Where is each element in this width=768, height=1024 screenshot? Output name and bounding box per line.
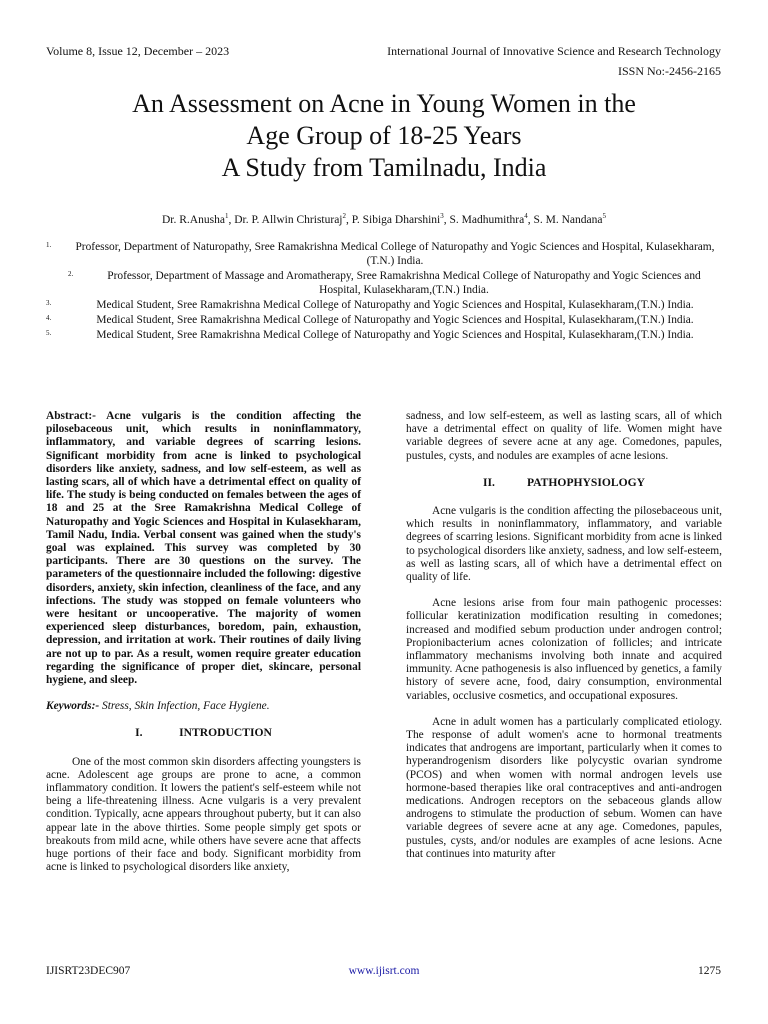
keywords-line bbox=[46, 700, 361, 713]
section-title: INTRODUCTION bbox=[179, 726, 272, 740]
affiliation-text: Professor, Department of Massage and Aromatherapy, Sree Ramakrishna Medical College of Naturopathy and Yogic Sciences and Hospital, Kulasekharam,(T.N.) India. bbox=[107, 270, 701, 296]
introduction-paragraph: One of the most common skin disorders affecting youngsters is acne. Adolescent age groups are prone to acne, a common inflammatory condition. It lowers the patient's self-esteem while not being a life-threatening illness. Acne vulgaris is a very prevalent condition. Typically, acne appears throughout puberty, but it can also appear late in the above thirties. Some people simply get spots or breakouts from mild acne, while others have severe acne that affects huge portions of their face and body. Significant morbidity from acne is linked to psychological disorders like anxiety, bbox=[46, 755, 361, 874]
abstract-paragraph: Abstract:- Acne vulgaris is the condition affecting the pilosebaceous unit, which results in noninflammatory, inflammatory, and variable degrees of scarring lesions. Significant morbidity from acne is linked to psychological disorders like anxiety, sadness, and low self-esteem, as well as lasting scars, all of which have a detrimental effect on quality of life. The study is being conducted on females between the ages of 18 and 25 at the Sree Ramakrishna Medical College of Naturopathy and Yogic Sciences and Hospital in Kulasekharam, Tamil Nadu, India. Verbal consent was gained when the study's goal was explained. This survey was completed by 30 participants. There are 30 questions on the survey. The parameters of the questionnaire included the following: digestive disorders, anxiety, skin infection, cleanliness of the face, and any infections. The study was stopped on female volunteers who were hesitant or uncooperative. The majority of women experienced sleep disturbances, boredom, pain, exhaustion, depression, and irritation at work. Their routines of daily living are not up to par. As a result, women require greater education regarding the significance of proper diet, skincare, personal hygiene, and sleep. bbox=[46, 410, 361, 687]
affiliation-number: 4. bbox=[46, 314, 52, 322]
affiliation-item bbox=[46, 298, 722, 312]
author-name: Dr. R.Anusha bbox=[162, 213, 225, 226]
footer-paper-id: IJISRT23DEC907 bbox=[46, 965, 131, 977]
paper-title bbox=[40, 88, 728, 184]
author-sup: 1 bbox=[224, 212, 229, 220]
section-heading-introduction bbox=[46, 726, 361, 739]
keywords-text: Stress, Skin Infection, Face Hygiene. bbox=[99, 700, 270, 713]
pathophysiology-paragraph-1: Acne vulgaris is the condition affecting the pilosebaceous unit, which results in noninflammatory, inflammatory, and variable degrees of scarring lesions. Significant morbidity from acne is linked to psychological disorders like anxiety, sadness, and low self-esteem, as well as lasting scars, all of which have a detrimental effect on quality of life. bbox=[406, 505, 722, 584]
affiliation-item bbox=[46, 269, 722, 297]
affiliation-text: Professor, Department of Naturopathy, Sree Ramakrishna Medical College of Naturopathy and Yogic Sciences and Hospital, Kulasekharam,(T.N.) India. bbox=[75, 241, 715, 267]
footer-website-link[interactable]: www.ijisrt.com bbox=[348, 965, 420, 977]
pathophysiology-paragraph-2: Acne lesions arise from four main pathogenic processes: follicular keratinization modification resulting in comedones; increased and modified sebum production under androgen control; Propionibacterium acnes colonization of follicles; and intricate inflammatory mechanisms involving both innate and acquired immunity. Acne pathogenesis is also influenced by genetics, a family history of severe acne, food, dairy consumption, environmental variables, occlusive cosmetics, and occupational exposures. bbox=[406, 597, 722, 702]
section-title: PATHOPHYSIOLOGY bbox=[526, 475, 646, 489]
affiliation-item bbox=[46, 240, 722, 268]
affiliation-list bbox=[46, 240, 722, 343]
author-name: S. Madhumithra bbox=[449, 213, 525, 226]
author-name: Dr. P. Allwin Christuraj bbox=[234, 213, 343, 226]
left-column bbox=[46, 410, 361, 888]
header-journal: International Journal of Innovative Science and Research Technology bbox=[387, 44, 721, 58]
author-sup: 5 bbox=[602, 212, 606, 220]
author-sup: 4 bbox=[524, 212, 528, 220]
header-volume: Volume 8, Issue 12, December – 2023 bbox=[46, 44, 230, 58]
author-sup: 3 bbox=[440, 212, 444, 220]
continued-paragraph: sadness, and low self-esteem, as well as lasting scars, all of which have a detrimental effect on quality of life. Women might have variable degrees of severe acne at any age. Comedones, papules, pustules, cysts, and nodules are examples of acne lesions. bbox=[406, 410, 722, 462]
affiliation-text: Medical Student, Sree Ramakrishna Medical College of Naturopathy and Yogic Sciences and Hospital, Kulasekharam,(T.N.) India. bbox=[96, 314, 694, 326]
title-line-1: An Assessment on Acne in Young Women in the bbox=[132, 89, 636, 118]
affiliation-item bbox=[46, 328, 722, 342]
author-sup: 2 bbox=[342, 212, 346, 220]
author-name: P. Sibiga Dharshini bbox=[351, 213, 441, 226]
section-number: I. bbox=[135, 726, 143, 740]
affiliation-text: Medical Student, Sree Ramakrishna Medical College of Naturopathy and Yogic Sciences and Hospital, Kulasekharam,(T.N.) India. bbox=[96, 329, 694, 341]
keywords-label: Keywords:- bbox=[46, 700, 100, 713]
section-heading-pathophysiology bbox=[406, 476, 722, 489]
affiliation-number: 1. bbox=[46, 241, 52, 249]
author-name: S. M. Nandana bbox=[533, 213, 603, 226]
affiliation-item bbox=[46, 313, 722, 327]
title-line-2: Age Group of 18-25 Years bbox=[246, 121, 522, 150]
affiliation-text: Medical Student, Sree Ramakrishna Medical College of Naturopathy and Yogic Sciences and Hospital, Kulasekharam,(T.N.) India. bbox=[96, 299, 694, 311]
author-list: Dr. R.Anusha$^1$, Dr. P. Allwin Christuraj$^2$, P. Sibiga Dharshini$^3$, S. Madhumithra$^4$, S. M. Nandana$^5$ bbox=[162, 212, 606, 226]
pathophysiology-paragraph-3: Acne in adult women has a particularly complicated etiology. The response of adult women's acne to hormonal treatments indicates that androgens are important, particularly when it comes to hyperandrogenism disorders like polycystic ovarian syndrome (PCOS) and when women with normal androgen levels use hormone-based therapies like oral contraceptives and anti-androgen medications. Androgen receptors on the sebaceous glands allow androgens to stimulate the production of sebum. Women can have variable degrees of severe acne at any age. Comedones, papules, pustules, cysts, and/or nodules are examples of acne lesions. Acne that continues into maturity after bbox=[406, 715, 722, 860]
affiliation-number: 2. bbox=[68, 270, 74, 278]
affiliation-number: 5. bbox=[46, 329, 52, 337]
footer-page-number: 1275 bbox=[698, 965, 721, 977]
section-number: II. bbox=[482, 475, 495, 489]
header-issn: ISSN No:-2456-2165 bbox=[617, 64, 721, 78]
affiliation-number: 3. bbox=[46, 299, 52, 307]
right-column bbox=[406, 410, 722, 874]
title-line-3: A Study from Tamilnadu, India bbox=[221, 153, 547, 182]
